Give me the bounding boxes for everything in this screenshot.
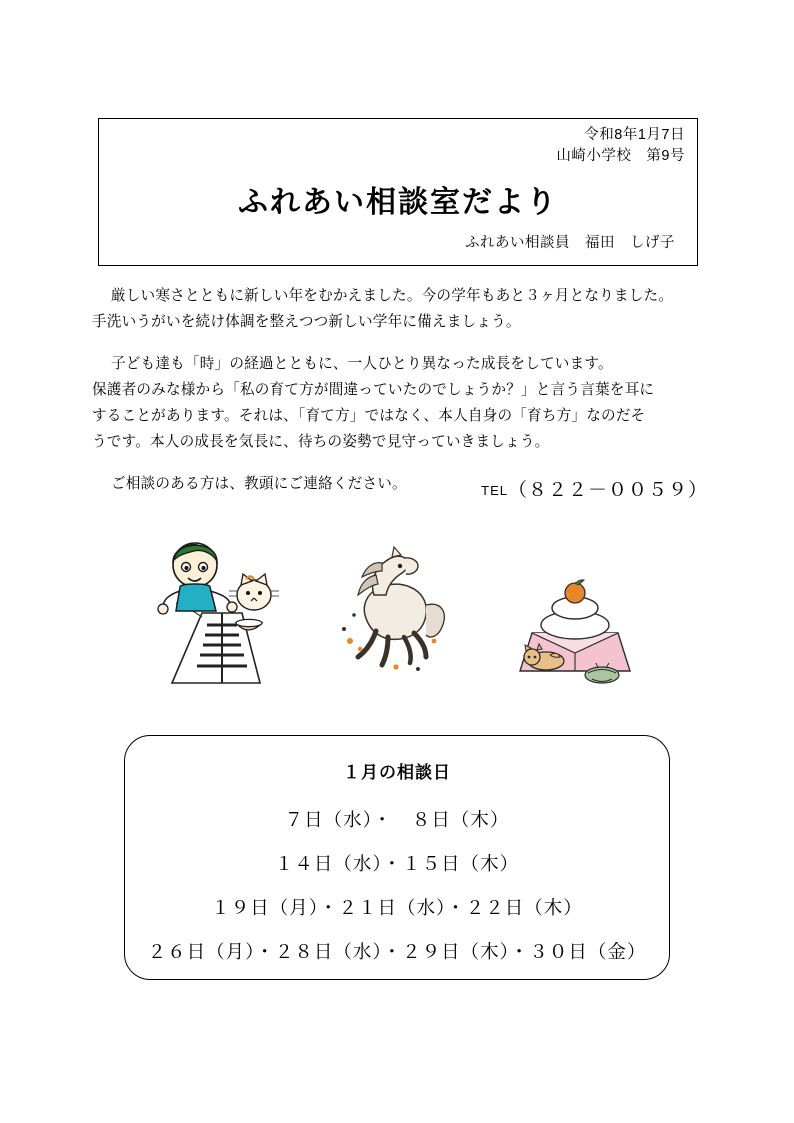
- issue-date: 令和8年1月7日: [584, 127, 685, 143]
- paragraph-2: [92, 351, 712, 455]
- header-box: [98, 118, 698, 266]
- paragraph-2-line-1: 子ども達も「時」の経過とともに、一人ひとり異なった成長をしています。: [110, 356, 613, 372]
- kagamimochi-illustration: [510, 575, 640, 690]
- paragraph-2-line-4: うです。本人の成長を気長に、待ちの姿勢で見守っていきましょう。: [92, 434, 550, 450]
- paragraph-2-line-2: 保護者のみな様から「私の育て方が間違っていたのでしょうか？」と言う言葉を耳に: [92, 382, 655, 398]
- page-title: ふれあい相談室だより: [238, 186, 558, 219]
- schedule-row: １９日（月）・２１日（水）・２２日（木）: [211, 897, 583, 918]
- paragraph-1: [92, 283, 712, 335]
- schedule-row: ２６日（月）・２８日（水）・２９日（木）・３０日（金）: [147, 941, 647, 962]
- paragraph-3-line-1: ご相談のある方は、教頭にご連絡ください。: [110, 476, 407, 492]
- header-date-block: [556, 125, 685, 167]
- author-line: ふれあい相談員 福田 しげ子: [465, 235, 675, 251]
- tel-number: （８２２－００５９）: [507, 480, 708, 501]
- paragraph-1-line-2: 手洗いうがいを続け体調を整えつつ新しい学年に備えましょう。: [92, 314, 521, 330]
- schedule-title: １月の相談日: [343, 763, 451, 782]
- kite-boy-illustration: [150, 533, 280, 698]
- horse-illustration: [330, 545, 450, 675]
- schedule-row: １４日（水）・１５日（木）: [274, 853, 520, 874]
- schedule-list: [125, 798, 669, 974]
- schedule-row: ７日（水）・ ８日（木）: [284, 809, 510, 830]
- telephone-line: [481, 475, 708, 502]
- consultation-schedule-box: [124, 735, 670, 980]
- paragraph-2-line-3: することがあります。それは、「育て方」ではなく、本人自身の「育ち方」なのだそ: [92, 408, 646, 424]
- tel-label: TEL: [481, 483, 508, 498]
- paragraph-1-line-1: 厳しい寒さとともに新しい年をむかえました。今の学年もあと３ヶ月となりました。: [110, 288, 674, 304]
- school-and-issue-number: 山崎小学校 第9号: [556, 148, 685, 164]
